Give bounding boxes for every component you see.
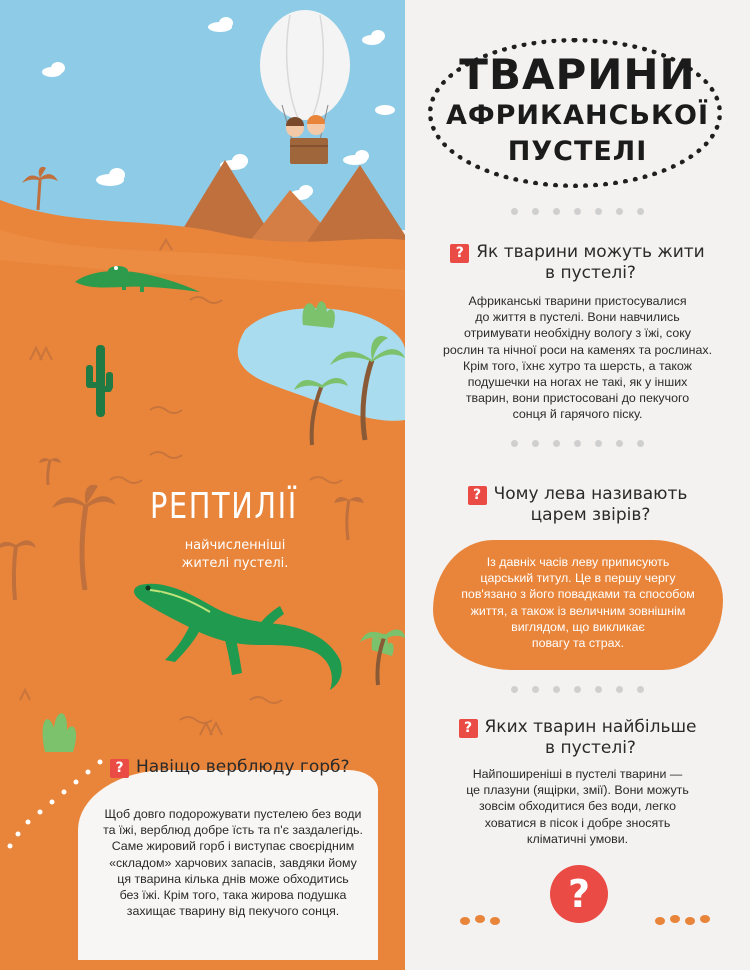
q2-question: ? Чому лева називають царем звірів? xyxy=(405,484,750,526)
dots-divider xyxy=(405,440,750,447)
title-line-1: ТВАРИНИ xyxy=(459,50,696,99)
question-badge-icon: ? xyxy=(468,486,487,505)
title-line-3: ПУСТЕЛІ xyxy=(507,136,648,167)
dots-divider xyxy=(405,686,750,693)
q1-question: ? Як тварини можуть жити в пустелі? xyxy=(405,242,750,284)
camel-question xyxy=(110,757,360,778)
q2-answer: Із давніх часів леву приписують царський титул. Це в першу чергу пов'язано з його повадками та способом життя, а також із величним зовнішнім виглядом, що викликає повагу та страх. xyxy=(461,555,695,651)
decor-bumps xyxy=(405,905,750,935)
q1-answer: Африканські тварини пристосувалися до життя в пустелі. Вони навчились отримувати необхідну вологу з їжі, соку рослин та нічної роси на каменях та рослинах. Крім того, їхнє хутро та шерсть, а також подушечки на ногах не такі, як у інших тварин, вони пристосовані до пекучого сонця й гарячого піску. xyxy=(442,294,713,422)
camel-question-text: Навіщо верблюду горб? xyxy=(136,757,350,777)
reptiles-subtitle-2: жителі пустелі. xyxy=(181,556,289,571)
q3-question: ? Яких тварин найбільше в пустелі? xyxy=(405,717,750,759)
question-badge-icon: ? xyxy=(459,719,478,738)
q3-answer: Найпоширеніші в пустелі тварини — це плазуни (ящірки, змії). Вони можуть зовсім обходитися без води, легко ховатися в пісок і добре зносять кліматичні умови. xyxy=(466,767,689,846)
question-badge-icon: ? xyxy=(110,759,129,778)
reptiles-subtitle-1: найчисленніші xyxy=(184,538,286,553)
camel-answer: Щоб довго подорожувати пустелею без води та їжі, верблюд добре їсть та п'є заздалегідь. Саме жировий горб і виступає своєрідним «складом» харчових запасів, завдяки йому ця тварина кілька днів може обходитись без їжі. Крім того, така жирова подушка захищає тварину від пекучого сонця. xyxy=(103,807,363,919)
title-line-2: АФРИКАНСЬКОЇ xyxy=(445,100,710,131)
dots-divider xyxy=(405,208,750,215)
big-question-icon: ? xyxy=(550,865,608,923)
reptiles-heading: РЕПТИЛІЇ xyxy=(150,486,298,527)
question-badge-icon: ? xyxy=(450,244,469,263)
